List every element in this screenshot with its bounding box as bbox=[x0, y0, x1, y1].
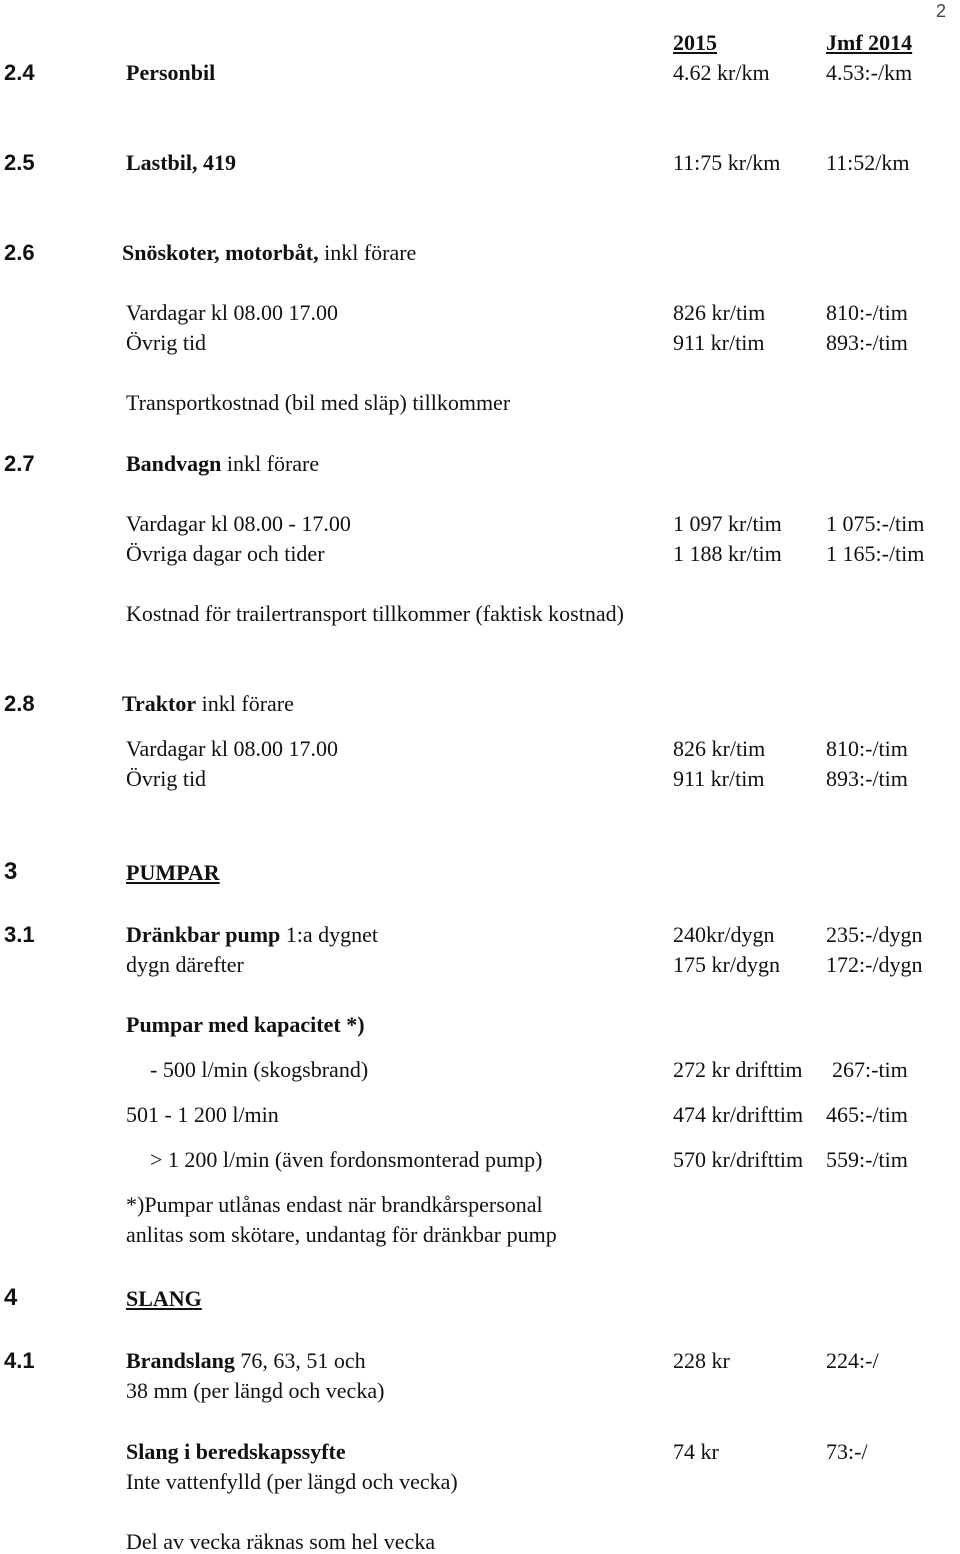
rate-label: Övriga dagar och tider bbox=[126, 541, 325, 566]
price: 911 kr/tim bbox=[673, 330, 765, 355]
section-title-rest: inkl förare bbox=[221, 451, 320, 476]
section-number: 2.4 bbox=[4, 60, 35, 85]
capacity-label: - 500 l/min (skogsbrand) bbox=[150, 1057, 369, 1082]
price: 826 kr/tim bbox=[673, 300, 766, 325]
price: 11:75 kr/km bbox=[673, 150, 781, 175]
section-heading bbox=[126, 924, 378, 946]
compare-price: 4.53:-/km bbox=[826, 60, 913, 85]
compare-price: 810:-/tim bbox=[826, 300, 908, 325]
item-detail: Inte vattenfylld (per längd och vecka) bbox=[126, 1469, 458, 1494]
chapter-number: 4 bbox=[4, 1284, 18, 1311]
year-compare-header: Jmf 2014 bbox=[826, 30, 913, 55]
rate-label: Vardagar kl 08.00 17.00 bbox=[126, 300, 339, 325]
compare-price: 559:-/tim bbox=[826, 1147, 908, 1172]
rate-label: Övrig tid bbox=[126, 766, 207, 791]
price: 175 kr/dygn bbox=[673, 952, 780, 977]
rate-label: dygn därefter bbox=[126, 952, 244, 977]
compare-price: 1 075:-/tim bbox=[826, 511, 925, 536]
price: 228 kr bbox=[673, 1348, 730, 1373]
price: 1 097 kr/tim bbox=[673, 511, 782, 536]
price: 911 kr/tim bbox=[673, 766, 765, 791]
section-title: Dränkbar pump bbox=[126, 922, 281, 947]
chapter-title: SLANG bbox=[126, 1286, 202, 1311]
price: 1 188 kr/tim bbox=[673, 541, 782, 566]
compare-price: 73:-/ bbox=[826, 1439, 868, 1464]
year-current-header: 2015 bbox=[673, 30, 717, 55]
item-detail: 38 mm (per längd och vecka) bbox=[126, 1378, 385, 1403]
section-title: Personbil bbox=[126, 60, 216, 85]
section-title: Traktor bbox=[122, 691, 197, 716]
section-heading bbox=[126, 1350, 366, 1372]
chapter-title: PUMPAR bbox=[126, 860, 220, 885]
note: Transportkostnad (bil med släp) tillkommer bbox=[126, 390, 511, 415]
footer-note: Del av vecka räknas som hel vecka bbox=[126, 1529, 436, 1554]
footnote: anlitas som skötare, undantag för dränkbar pump bbox=[126, 1222, 557, 1247]
chapter-number: 3 bbox=[4, 858, 18, 885]
compare-price: 267:-tim bbox=[832, 1057, 908, 1082]
section-number: 2.6 bbox=[4, 240, 35, 265]
rate-label: Vardagar kl 08.00 17.00 bbox=[126, 736, 339, 761]
section-title-rest: 1:a dygnet bbox=[280, 922, 379, 947]
section-title: Lastbil, 419 bbox=[126, 150, 237, 175]
section-number: 2.5 bbox=[4, 150, 35, 175]
price: 474 kr/drifttim bbox=[673, 1102, 804, 1127]
capacity-label: > 1 200 l/min (även fordonsmonterad pump) bbox=[150, 1147, 543, 1172]
price: 272 kr drifttim bbox=[673, 1057, 803, 1082]
section-number: 2.8 bbox=[4, 691, 35, 716]
price: 240kr/dygn bbox=[673, 922, 775, 947]
footnote: *)Pumpar utlånas endast när brandkårspersonal bbox=[126, 1192, 543, 1217]
compare-price: 172:-/dygn bbox=[826, 952, 923, 977]
price: 74 kr bbox=[673, 1439, 719, 1464]
price: 570 kr/drifttim bbox=[673, 1147, 804, 1172]
section-title: Bandvagn bbox=[126, 451, 222, 476]
compare-price: 235:-/dygn bbox=[826, 922, 923, 947]
compare-price: 1 165:-/tim bbox=[826, 541, 925, 566]
compare-price: 11:52/km bbox=[826, 150, 910, 175]
section-number: 2.7 bbox=[4, 451, 35, 476]
section-number: 4.1 bbox=[4, 1348, 35, 1373]
section-title-rest: 76, 63, 51 och bbox=[234, 1348, 366, 1373]
compare-price: 465:-/tim bbox=[826, 1102, 908, 1127]
item-title: Slang i beredskapssyfte bbox=[126, 1439, 346, 1464]
note: Kostnad för trailertransport tillkommer (faktisk kostnad) bbox=[126, 601, 624, 626]
price: 826 kr/tim bbox=[673, 736, 766, 761]
rate-label: Övrig tid bbox=[126, 330, 207, 355]
compare-price: 893:-/tim bbox=[826, 766, 908, 791]
section-title-rest: inkl förare bbox=[318, 240, 417, 265]
compare-price: 224:-/ bbox=[826, 1348, 879, 1373]
section-title: Brandslang bbox=[126, 1348, 235, 1373]
rate-label: Vardagar kl 08.00 - 17.00 bbox=[126, 511, 351, 536]
page-number: 2 bbox=[936, 1, 947, 21]
section-heading bbox=[126, 453, 319, 475]
section-title: Snöskoter, motorbåt, bbox=[122, 240, 319, 265]
section-number: 3.1 bbox=[4, 922, 35, 947]
capacity-label: 501 - 1 200 l/min bbox=[126, 1102, 279, 1127]
section-title-rest: inkl förare bbox=[196, 691, 294, 716]
section-heading bbox=[122, 242, 416, 264]
compare-price: 893:-/tim bbox=[826, 330, 908, 355]
price: 4.62 kr/km bbox=[673, 60, 770, 85]
subheading: Pumpar med kapacitet *) bbox=[126, 1012, 365, 1037]
compare-price: 810:-/tim bbox=[826, 736, 908, 761]
section-heading bbox=[122, 693, 294, 715]
